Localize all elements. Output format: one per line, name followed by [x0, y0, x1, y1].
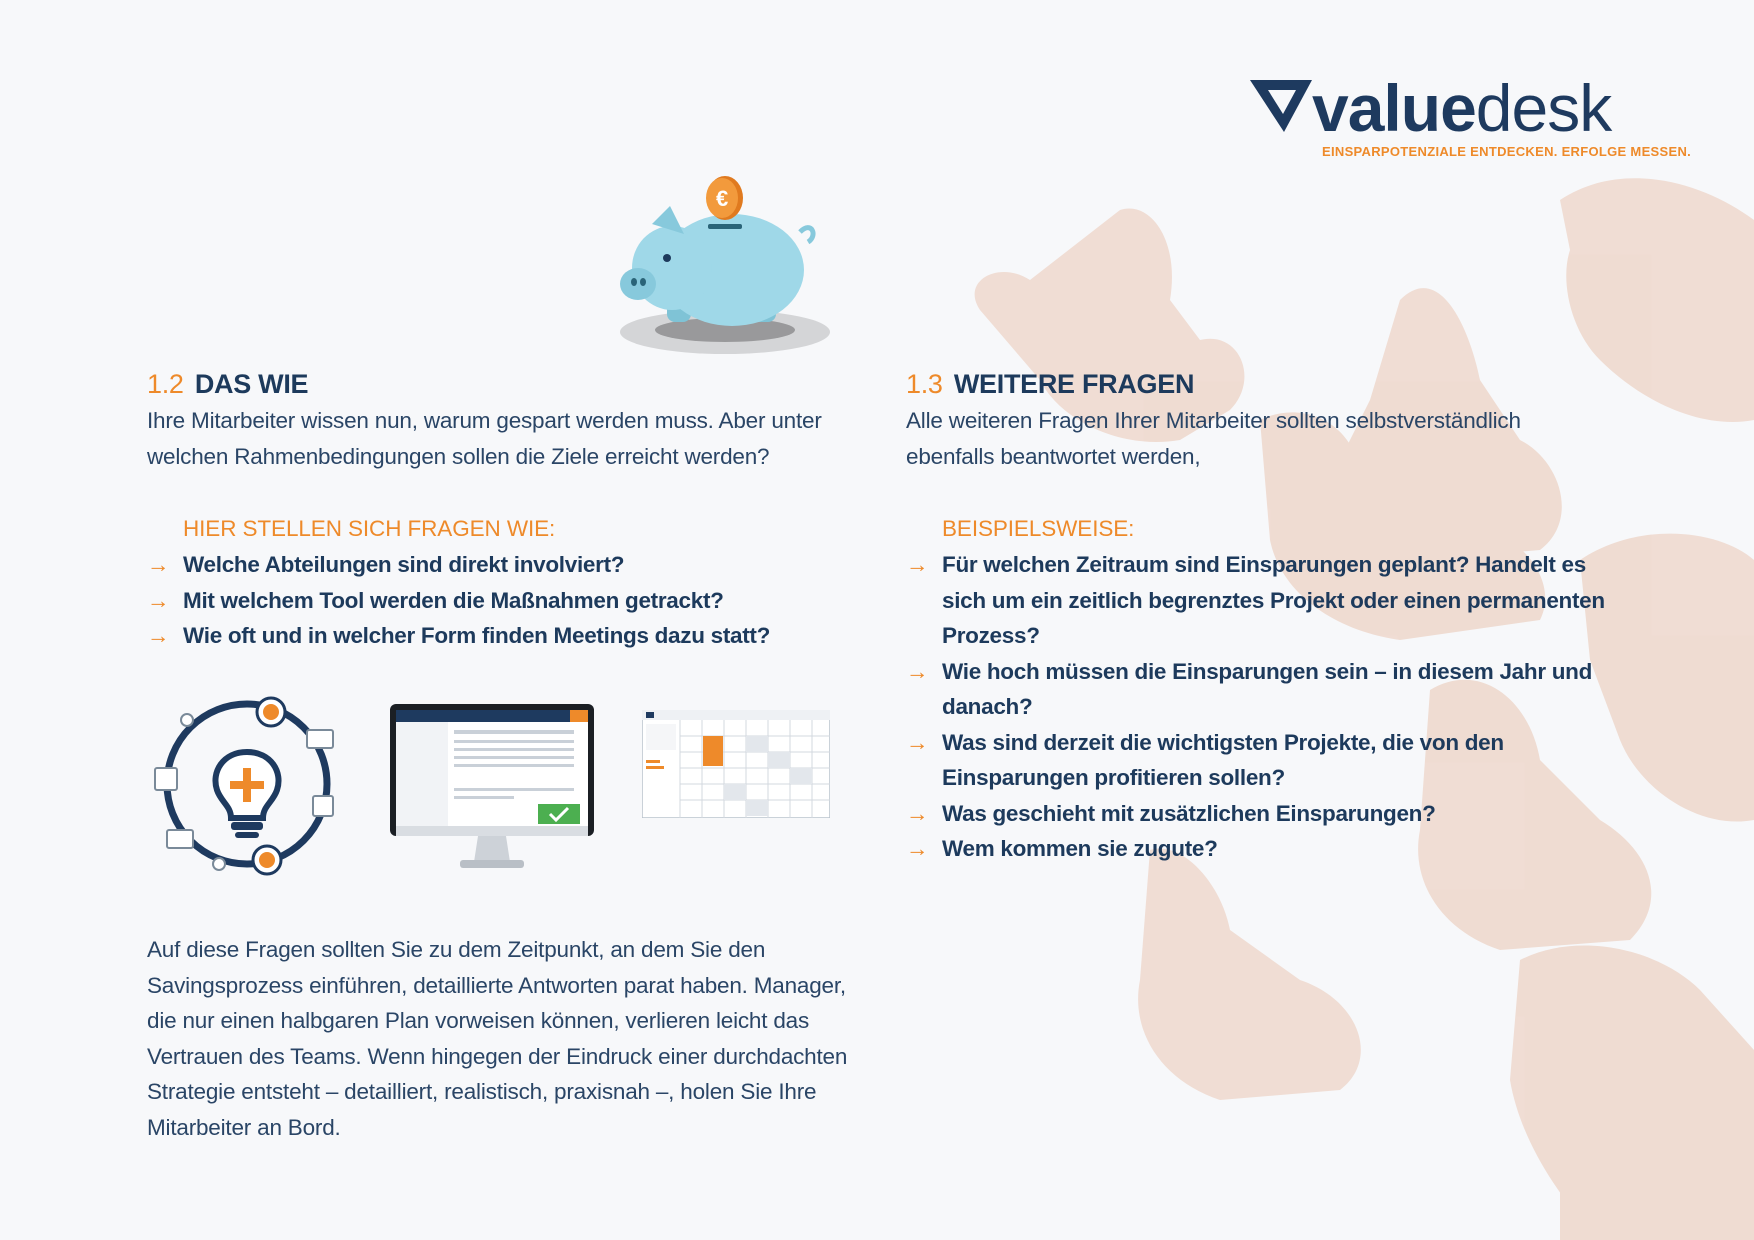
closing-paragraph: Auf diese Fragen sollten Sie zu dem Zeitpunkt, an dem Sie den Savingsprozess einführen, detaillierte Antworten parat haben. Manager, die nur einen halbgaren Plan vorweisen können, verlieren leicht das Vertrauen des Teams. Wenn hingegen der Eindruck einer durchdachten Strategie entsteht – detailliert, realistisch, praxisnah –, holen Sie Ihre Mitarbeiter an Bord. — [147, 937, 848, 1140]
logo-tagline: EINSPARPOTENZIALE ENTDECKEN. ERFOLGE MESSEN. — [1322, 144, 1692, 159]
section-intro: Ihre Mitarbeiter wissen nun, warum gespart werden muss. Aber unter welchen Rahmenbedingungen sollen die Ziele erreicht werden? — [147, 408, 822, 469]
section-weitere-fragen — [906, 365, 1606, 867]
section-heading: 1.3 WEITERE FRAGEN — [906, 369, 1195, 399]
lightbulb-cycle-icon — [147, 680, 347, 880]
question-list — [147, 547, 867, 654]
arrow-icon: → — [906, 552, 929, 577]
svg-text:€: € — [716, 186, 729, 211]
list-item: → Welche Abteilungen sind direkt involviert? — [147, 547, 867, 583]
dashboard-monitor-icon — [390, 704, 594, 870]
arrow-icon: → — [147, 623, 170, 648]
calendar-grid-icon — [642, 710, 830, 818]
list-item: → Wie oft und in welcher Form finden Meetings dazu statt? — [147, 618, 867, 654]
list-item: → Was sind derzeit die wichtigsten Projekte, die von den Einsparungen profitieren sollen? — [906, 725, 1606, 796]
arrow-icon: → — [147, 587, 170, 613]
section-intro: Alle weiteren Fragen Ihrer Mitarbeiter sollten selbstverständlich ebenfalls beantwortet werden, — [906, 408, 1521, 469]
arrow-icon: → — [906, 658, 929, 684]
closing-paragraph-block — [147, 932, 867, 1145]
list-item: → Wem kommen sie zugute? — [906, 831, 1606, 867]
question-list — [906, 547, 1606, 867]
logo-wordmark: valuedesk — [1312, 71, 1612, 145]
piggy-bank-icon — [612, 172, 842, 362]
section-das-wie — [147, 365, 867, 654]
illustration-row — [147, 680, 847, 880]
arrow-icon: → — [906, 836, 929, 861]
list-item: → Wie hoch müssen die Einsparungen sein – in diesem Jahr und danach? — [906, 654, 1606, 725]
list-item: → Was geschieht mit zusätzlichen Einsparungen? — [906, 796, 1606, 832]
sub-heading: BEISPIELSWEISE: — [942, 516, 1135, 541]
valuedesk-logo — [1250, 70, 1692, 170]
arrow-icon: → — [906, 800, 929, 826]
arrow-icon: → — [906, 729, 929, 755]
arrow-icon: → — [147, 552, 170, 577]
sub-heading: HIER STELLEN SICH FRAGEN WIE: — [183, 516, 556, 541]
list-item: → Mit welchem Tool werden die Maßnahmen getrackt? — [147, 583, 867, 619]
logo-triangle-icon — [1250, 78, 1314, 134]
list-item: → Für welchen Zeitraum sind Einsparungen geplant? Handelt es sich um ein zeitlich begrenztes Projekt oder einen permanenten Prozess? — [906, 547, 1606, 654]
section-heading: 1.2 DAS WIE — [147, 369, 309, 399]
